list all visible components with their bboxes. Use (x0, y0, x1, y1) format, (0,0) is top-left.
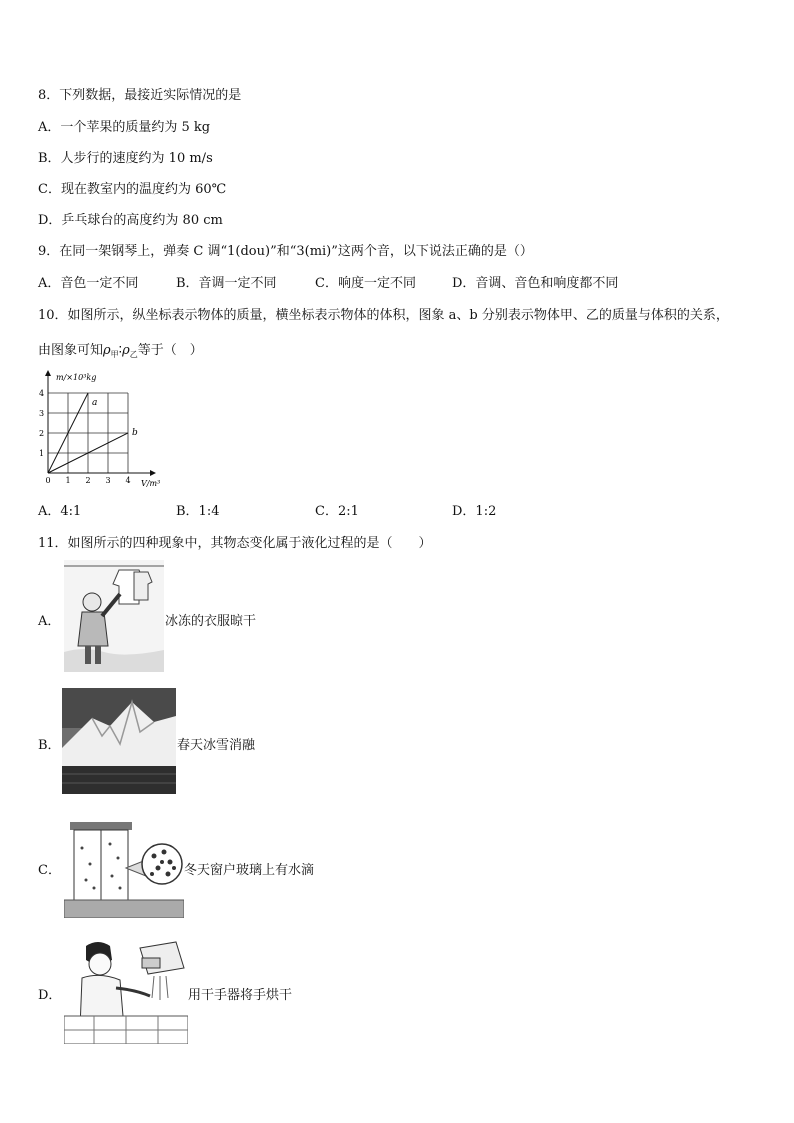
rho-symbol-b: ρ (122, 343, 130, 358)
x-tick-label: 1 (65, 476, 71, 485)
q9-option-c: C．响度一定不同 (315, 276, 416, 291)
q10-option-a: A．4:1 (38, 504, 82, 519)
y-tick-label: 4 (39, 389, 45, 398)
series-label-b: b (132, 428, 138, 438)
window-water-drops-image (64, 818, 184, 918)
q8-option-c: C．现在教室内的温度约为 60℃ (38, 182, 227, 197)
y-tick-label: 3 (39, 409, 45, 418)
q11-stem: 11．如图所示的四种现象中，其物态变化属于液化过程的是（ ） (38, 536, 432, 551)
q8-option-b: B．人步行的速度约为 10 m/s (38, 151, 213, 166)
melting-snow-mountain-image (62, 688, 176, 794)
x-tick-label: 4 (125, 476, 131, 485)
frozen-clothes-image (64, 560, 164, 672)
x-tick-label: 3 (105, 476, 111, 485)
q10-option-b: B．1:4 (176, 504, 220, 519)
x-tick-label: 2 (85, 476, 91, 485)
y-tick-label: 2 (39, 429, 45, 438)
q11-option-d-label: D． (38, 988, 62, 1003)
q11-option-d-caption: 用干手器将手烘干 (188, 988, 293, 1003)
q10-stem-suffix: 等于（ ） (137, 343, 203, 358)
q11-option-c-caption: 冬天窗户玻璃上有水滴 (184, 863, 315, 878)
y-tick-label: 1 (39, 449, 45, 458)
q10-stem-line1: 10．如图所示，纵坐标表示物体的质量，横坐标表示物体的体积，图象 a、b 分别表示物体甲、乙的质量与体积的关系， (38, 308, 729, 323)
chart-grid (48, 393, 128, 473)
q8-stem: 8．下列数据，最接近实际情况的是 (38, 88, 242, 103)
q9-stem: 9．在同一架钢琴上，弹奏 C 调“1(dou)”和“3(mi)”这两个音，以下说法正确的是（） (38, 244, 533, 259)
q8-option-a: A．一个苹果的质量约为 5 kg (38, 120, 211, 135)
rho-subscript-b: 乙 (129, 350, 138, 359)
q9-option-d: D．音调、音色和响度都不同 (452, 276, 619, 291)
q11-option-c-label: C． (38, 863, 61, 878)
q10-option-c: C．2:1 (315, 504, 359, 519)
q11-option-b-label: B． (38, 738, 61, 753)
q9-option-b: B．音调一定不同 (176, 276, 277, 291)
x-tick-label: 0 (45, 476, 51, 485)
q11-option-b-caption: 春天冰雪消融 (177, 738, 256, 753)
q11-option-a-caption: 冰冻的衣服晾干 (165, 614, 257, 629)
rho-symbol-a: ρ (103, 343, 111, 358)
x-axis-label: V/m³ (141, 479, 161, 488)
hand-dryer-image (64, 938, 188, 1044)
rho-subscript-a: 甲 (110, 350, 119, 359)
y-axis-label: m/×10³kg (56, 373, 97, 382)
q10-option-d: D．1:2 (452, 504, 497, 519)
ratio-colon: ∶ (118, 343, 123, 358)
mass-volume-chart (30, 366, 180, 494)
q8-option-d: D．乒乓球台的高度约为 80 cm (38, 213, 223, 228)
q9-option-a: A．音色一定不同 (38, 276, 139, 291)
q11-option-a-label: A． (38, 614, 61, 629)
q10-stem-line2 (38, 339, 203, 360)
q10-stem-prefix: 由图象可知 (38, 343, 104, 358)
series-label-a: a (92, 398, 98, 408)
